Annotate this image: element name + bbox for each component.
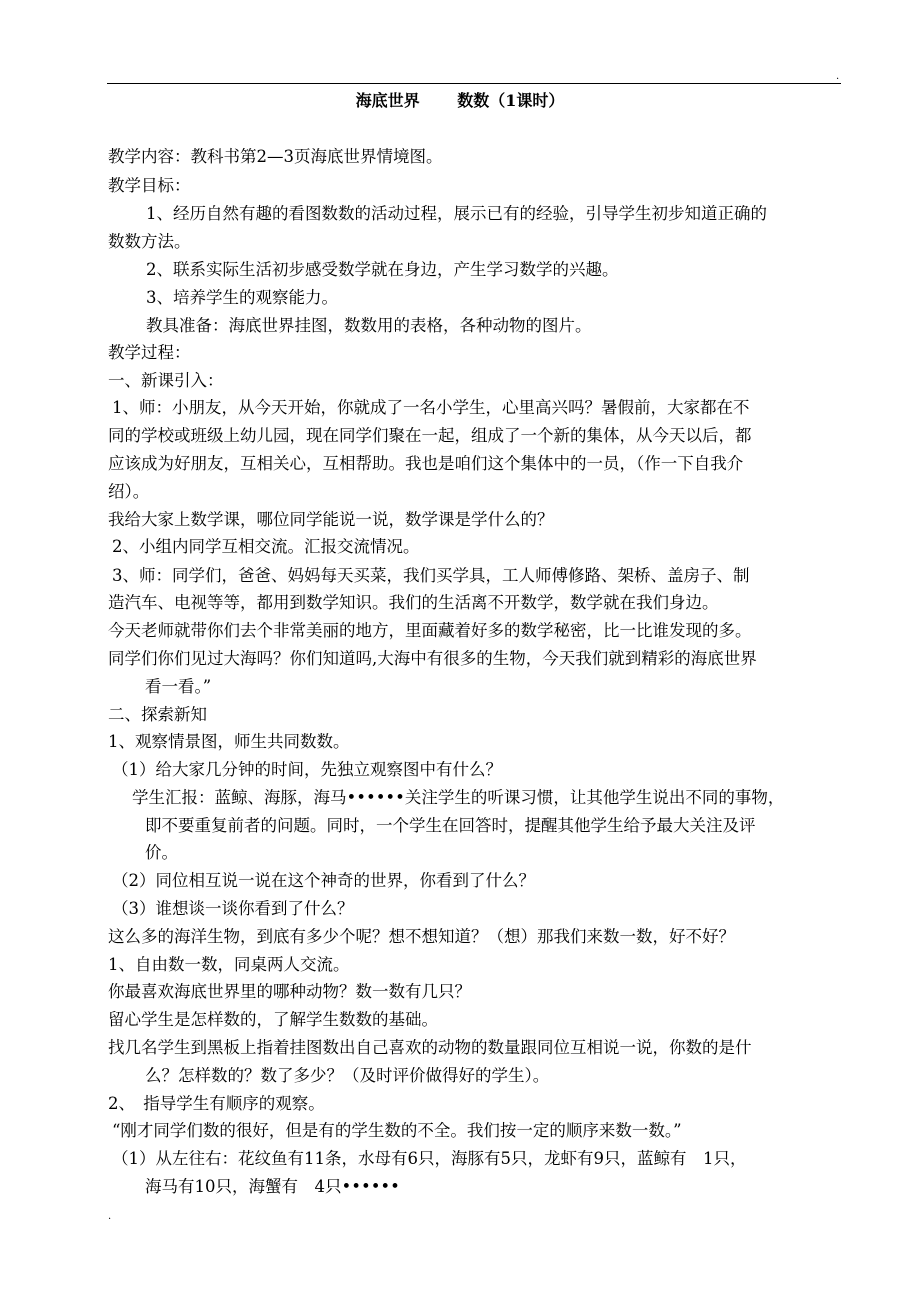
text-line: 3、培养学生的观察能力。 [146, 288, 338, 307]
text-line: 留心学生是怎样数的，了解学生数数的基础。 [108, 1010, 438, 1029]
text-line: （3）谁想谈一谈你看到了什么？ [112, 899, 354, 918]
text-line: （2）同位相互说一说在这个神奇的世界，你看到了什么？ [112, 871, 535, 890]
text-line: 2、 指导学生有顺序的观察。 [108, 1094, 325, 1113]
text-line: 数数方法。 [108, 232, 191, 251]
text-line: 绍）。 [108, 482, 150, 501]
text-line: 教学内容：教科书第2—3页海底世界情境图。 [108, 147, 443, 166]
text-line: 二、探索新知 [108, 705, 207, 724]
text-line: 3、师：同学们，爸爸、妈妈每天买菜，我们买学具，工人师傅修路、架桥、盖房子、制 [112, 566, 750, 585]
text-line: 1、自由数一数，同桌两人交流。 [108, 955, 350, 974]
text-line: 么？怎样数的？数了多少？（及时评价做得好的学生）。 [145, 1066, 550, 1085]
text-line: 海马有10只，海蟹有 4只•••••• [145, 1177, 400, 1196]
text-line: 教学过程： [108, 343, 191, 362]
text-line: 我给大家上数学课，哪位同学能说一说，数学课是学什么的？ [108, 510, 554, 529]
text-line: 学生汇报：蓝鲸、海豚，海马••••••关注学生的听课习惯，让其他学生说出不同的事物， [132, 788, 785, 807]
text-line: 1、观察情景图，师生共同数数。 [108, 732, 350, 751]
text-line: 即不要重复前者的问题。同时，一个学生在回答时，提醒其他学生给予最大关注及评 [145, 816, 756, 835]
text-line: 2、联系实际生活初步感受数学就在身边，产生学习数学的兴趣。 [146, 260, 619, 279]
header-dot: . [836, 71, 840, 82]
text-line: 造汽车、电视等等，都用到数学知识。我们的生活离不开数学，数学就在我们身边。 [108, 593, 719, 612]
text-line: 同学们你们见过大海吗？你们知道吗,大海中有很多的生物，今天我们就到精彩的海底世界 [108, 649, 757, 668]
text-line: （1）给大家几分钟的时间，先独立观察图中有什么？ [112, 760, 502, 779]
text-line: 价。 [145, 843, 178, 862]
text-line: 教学目标： [108, 176, 191, 195]
text-line: 2、小组内同学互相交流。汇报交流情况。 [112, 537, 420, 556]
footer-dot: . [108, 1211, 112, 1222]
text-line: 今天老师就带你们去个非常美丽的地方，里面藏着好多的数学秘密，比一比谁发现的多。 [108, 621, 752, 640]
text-line: 1、师：小朋友，从今天开始，你就成了一名小学生，心里高兴吗？暑假前，大家都在不 [112, 398, 750, 417]
text-line: “刚才同学们数的很好，但是有的学生数的不全。我们按一定的顺序来数一数。” [112, 1121, 682, 1140]
text-line: 同的学校或班级上幼儿园，现在同学们聚在一起，组成了一个新的集体，从今天以后，都 [108, 426, 752, 445]
text-line: 找几名学生到黑板上指着挂图数出自己喜欢的动物的数量跟同位互相说一说，你数的是什 [108, 1038, 752, 1057]
page-title: 海底世界 数数（1课时） [355, 91, 565, 110]
text-line: 1、经历自然有趣的看图数数的活动过程，展示已有的经验，引导学生初步知道正确的 [146, 204, 767, 223]
text-line: 这么多的海洋生物，到底有多少个呢？想不想知道？（想）那我们来数一数，好不好？ [108, 927, 735, 946]
text-line: 你最喜欢海底世界里的哪种动物？数一数有几只？ [108, 982, 471, 1001]
text-line: 应该成为好朋友，互相关心，互相帮助。我也是咱们这个集体中的一员，（作一下自我介 [108, 454, 744, 473]
text-line: 一、新课引入： [108, 371, 224, 390]
header-rule [107, 83, 841, 84]
text-line: 看一看。” [145, 677, 212, 696]
text-line: （1）从左往右：花纹鱼有11条，水母有6只，海豚有5只，龙虾有9只，蓝鲸有 1只， [112, 1149, 747, 1168]
text-line: 教具准备：海底世界挂图，数数用的表格，各种动物的图片。 [146, 316, 592, 335]
